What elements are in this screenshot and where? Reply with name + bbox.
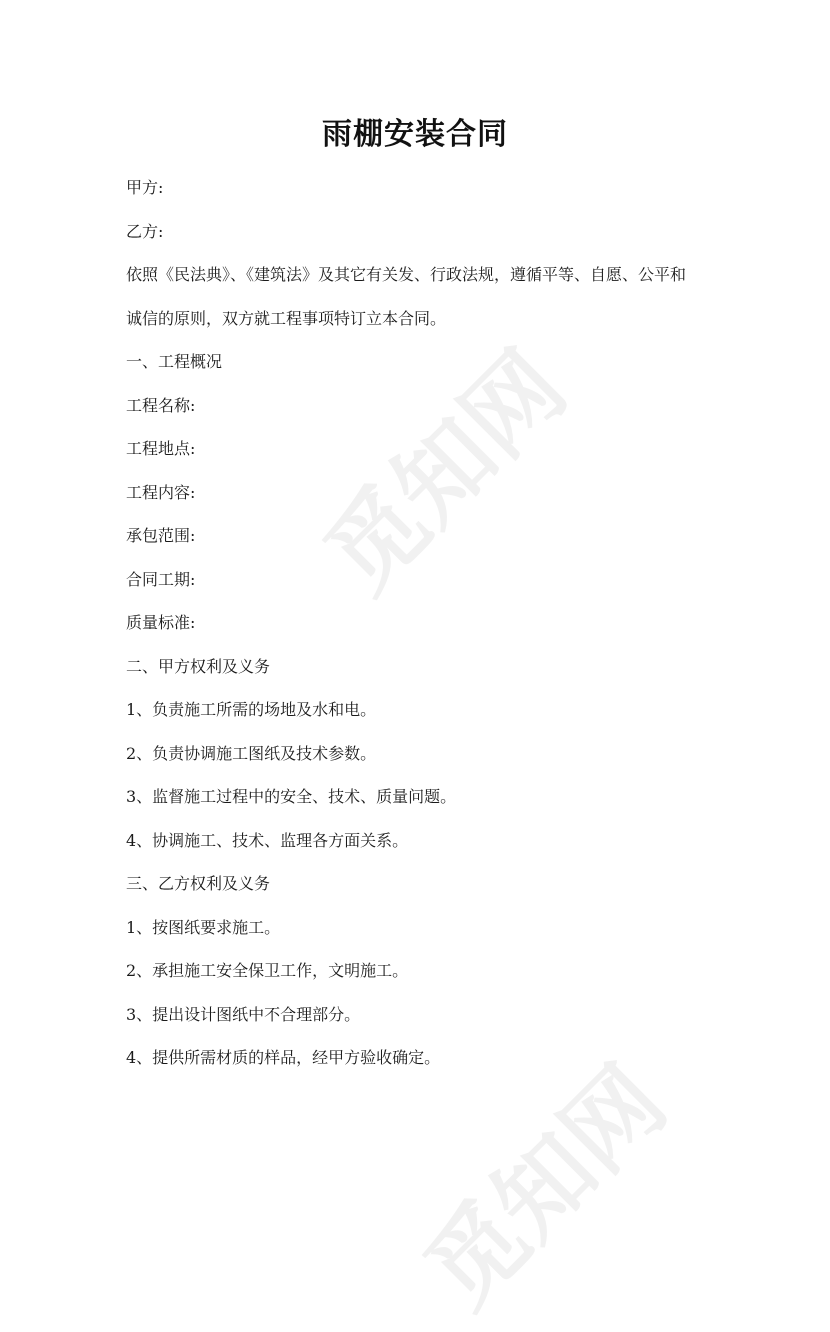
- quality-standard-line: 质量标准:: [126, 613, 196, 632]
- project-content-line: 工程内容:: [126, 483, 196, 502]
- list-item: 1、按图纸要求施工。: [126, 918, 281, 937]
- list-item: 3、提出设计图纸中不合理部分。: [126, 1005, 361, 1024]
- list-item: 4、提供所需材质的样品，经甲方验收确定。: [126, 1048, 441, 1067]
- section-heading-1: 一、工程概况: [126, 352, 223, 371]
- contract-scope-line: 承包范围:: [126, 526, 196, 545]
- contract-period-line: 合同工期:: [126, 570, 196, 589]
- list-item: 4、协调施工、技术、监理各方面关系。: [126, 831, 409, 850]
- preamble-line-1: 依照《民法典》、《建筑法》及其它有关发、行政法规，遵循平等、自愿、公平和: [126, 265, 687, 284]
- list-item: 2、承担施工安全保卫工作，文明施工。: [126, 961, 409, 980]
- project-name-line: 工程名称:: [126, 396, 196, 415]
- list-item: 3、监督施工过程中的安全、技术、质量问题。: [126, 787, 457, 806]
- preamble-line-2: 诚信的原则，双方就工程事项特订立本合同。: [126, 309, 447, 328]
- watermark: 觅知网: [403, 1044, 687, 1329]
- party-a-line: 甲方:: [126, 178, 164, 197]
- list-item: 2、负责协调施工图纸及技术参数。: [126, 744, 377, 763]
- watermark: 觅知网: [303, 329, 587, 614]
- document-title: 雨棚安装合同: [322, 117, 508, 152]
- section-heading-3: 三、乙方权利及义务: [126, 874, 271, 893]
- list-item: 1、负责施工所需的场地及水和电。: [126, 700, 377, 719]
- section-heading-2: 二、甲方权利及义务: [126, 657, 271, 676]
- party-b-line: 乙方:: [126, 222, 164, 241]
- project-location-line: 工程地点:: [126, 439, 196, 458]
